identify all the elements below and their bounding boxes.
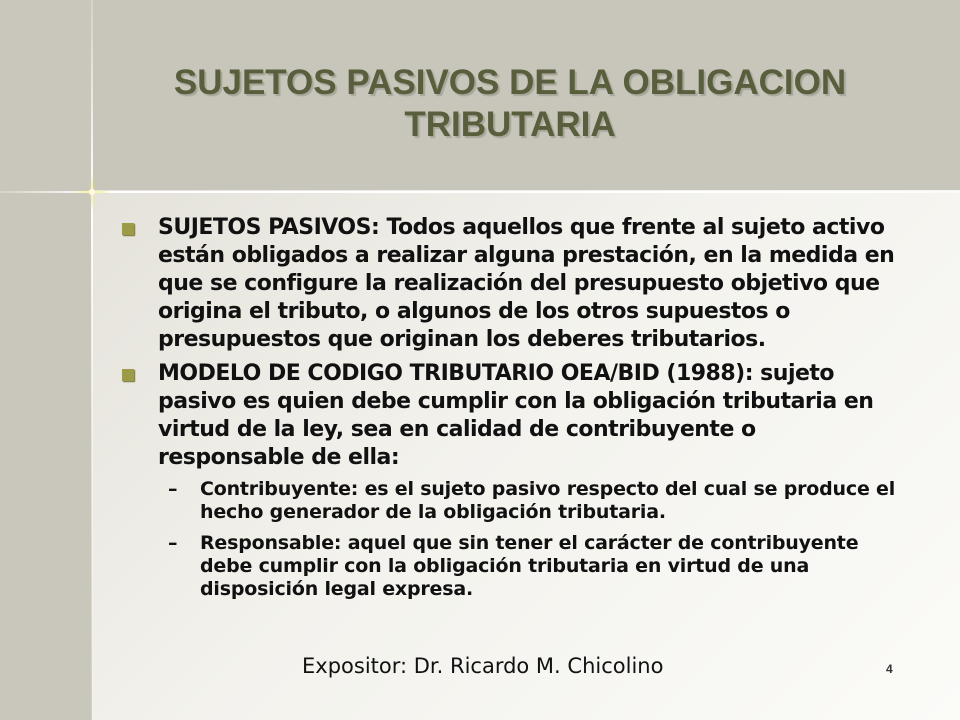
bullet-item <box>158 214 908 354</box>
square-bullet-icon <box>122 223 134 235</box>
bullet-text: MODELO DE CODIGO TRIBUTARIO OEA/BID (1988): sujeto pasivo es quien debe cumplir con la obligación tributaria en virtud de la ley, sea en calidad de contribuyente o responsable de ella: <box>158 361 874 470</box>
dash-marker: – <box>168 478 178 500</box>
left-decor-band <box>0 0 92 720</box>
sparkle-icon <box>72 172 112 212</box>
slide-number: 4 <box>886 662 893 676</box>
vertical-divider <box>91 0 93 720</box>
bullet-text: SUJETOS PASIVOS: Todos aquellos que frente al sujeto activo están obligados a realizar alguna prestación, en la medida en que se configure la realización del presupuesto objetivo que origina el tributo, o algunos de los otros supuestos o presupuestos que originan los deberes tributarios. <box>158 215 895 352</box>
square-bullet-icon <box>122 369 134 381</box>
sub-item-text: Contribuyente: es el sujeto pasivo respecto del cual se produce el hecho generador de la obligación tributaria. <box>200 478 896 523</box>
sub-item <box>168 532 908 601</box>
bullet-item <box>158 360 908 601</box>
sub-list <box>168 478 908 601</box>
sub-item <box>168 478 908 524</box>
horizontal-divider <box>0 191 960 193</box>
dash-marker: – <box>168 532 178 554</box>
slide-title: SUJETOS PASIVOS DE LA OBLIGACION TRIBUTARIA <box>173 63 847 144</box>
sub-item-text: Responsable: aquel que sin tener el carácter de contribuyente debe cumplir con la obligación tributaria en virtud de una disposición legal expresa. <box>200 532 859 600</box>
slide-body <box>158 214 908 609</box>
footer-presenter: Expositor: Dr. Ricardo M. Chicolino <box>302 654 664 678</box>
